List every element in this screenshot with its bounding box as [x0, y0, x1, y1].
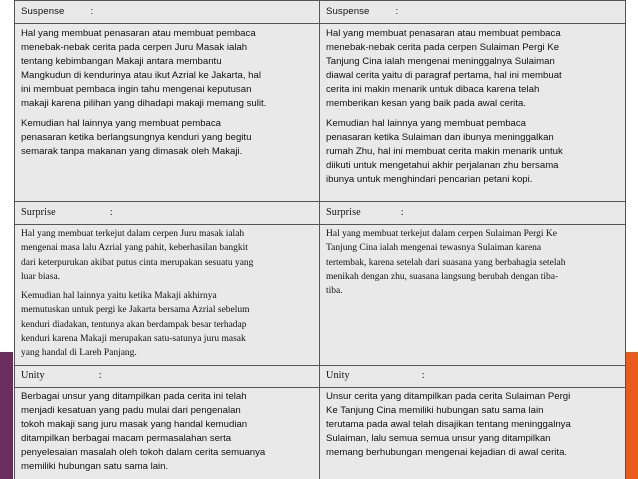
suspense-text-left: [15, 24, 320, 201]
surprise-body-row: [15, 224, 625, 365]
paragraph: Hal yang membuat penasaran atau membuat pembaca menebak-nebak cerita pada cerpen Juru Masak ialah tentang kebimbangan Makaji antara membantu Mangkudun di kendurinya atau ikut Azrial ke Jakarta, hal ini membuat pembaca ingin tahu mengenai keputusan makaji karena pilihan yang dihadapi makaji memang sulit.: [21, 28, 267, 109]
unity-header-left: Unity :: [15, 366, 320, 387]
unity-text-right: [320, 388, 625, 479]
paragraph: Kemudian hal lainnya yang membuat pembaca penasaran ketika berlangsungnya kenduri yang begitu semarak tanpa makanan yang dimasak oleh Makaji.: [21, 118, 252, 157]
unity-body-row: [15, 387, 625, 479]
paragraph: Berbagai unsur yang ditampilkan pada cerita ini telah menjadi kesatuan yang padu mulai dari pengenalan tokoh makaji sang juru masak yang handal kemudian ditampilkan berbagai macam permasalahan serta penyelesaian masalah oleh tokoh dalam cerita semuanya memiliki hubungan satu sama lain.: [21, 391, 266, 472]
unity-text-left: [15, 388, 320, 479]
comparison-table: [14, 0, 626, 479]
header-label: Surprise: [21, 207, 56, 218]
surprise-header-left: Surprise :: [15, 202, 320, 224]
paragraph: Hal yang membuat penasaran atau membuat pembaca menebak-nebak cerita pada cerpen Sulaiman Pergi Ke Tanjung Cina ialah mengenai meninggalnya Sulaiman diawal cerita yaitu di paragraf pertama, hal ini membuat cerita ini makin menarik untuk dibaca karena telah memberikan kesan yang baik pada awal cerita.: [326, 28, 562, 109]
accent-bar-left: [0, 352, 13, 479]
surprise-header-row: [15, 201, 625, 224]
paragraph: Kemudian hal lainnya yang membuat pembaca penasaran ketika Sulaiman dan ibunya meninggalkan rumah Zhu, hal ini membuat cerita makin menarik untuk diikuti untuk mengetahui akhir perjalanan zhu bersama ibunya untuk menghindari pencarian petani kopi.: [326, 118, 563, 185]
header-label: Suspense: [326, 6, 370, 17]
surprise-text-right: [320, 225, 625, 365]
suspense-header-row: [15, 0, 625, 23]
paragraph: Kemudian hal lainnya yaitu ketika Makaji akhirnya memutuskan untuk pergi ke Jakarta bersama Azrial sebelum kenduri diadakan, tentunya akan berdampak besar terhadap kenduri karena Makaji merupakan satu-satunya juru masak yang handal di Lareh Panjang.: [21, 291, 250, 359]
unity-header-right: Unity :: [326, 370, 425, 381]
header-label: Suspense: [21, 6, 65, 17]
suspense-header-left: Suspense :: [15, 1, 320, 23]
suspense-header-right: Suspense :: [326, 6, 399, 17]
suspense-body-row: [15, 23, 625, 201]
surprise-text-left: [15, 225, 320, 365]
header-label: Unity: [21, 370, 45, 381]
header-label: Surprise: [326, 207, 361, 218]
unity-header-row: [15, 365, 625, 387]
paragraph: Hal yang membuat terkejut dalam cerpen Juru masak ialah mengenai masa lalu Azrial yang pahit, keberhasilan bangkit dari keterpurukan akibat putus cinta merupakan sesuatu yang luar biasa.: [21, 229, 254, 282]
accent-bar-right: [625, 352, 638, 479]
header-label: Unity: [326, 370, 350, 381]
paragraph: Hal yang membuat terkejut dalam cerpen Sulaiman Pergi Ke Tanjung Cina ialah mengenai tewasnya Sulaiman karena tertembak, karena setelah dari suasana yang berbahagia setelah menikah dengan zhu, suasana langsung berubah dengan tiba- tiba.: [326, 229, 566, 297]
paragraph: Unsur cerita yang ditampilkan pada cerita Sulaiman Pergi Ke Tanjung Cina memiliki hubungan satu sama lain terutama pada awal telah disajikan tentang meninggalnya Sulaiman, lalu semua semua unsur yang ditampilkan memang berhubungan mengenai kejadian di awal cerita.: [326, 391, 571, 458]
surprise-header-right: Surprise :: [326, 207, 404, 218]
suspense-text-right: [320, 24, 625, 201]
